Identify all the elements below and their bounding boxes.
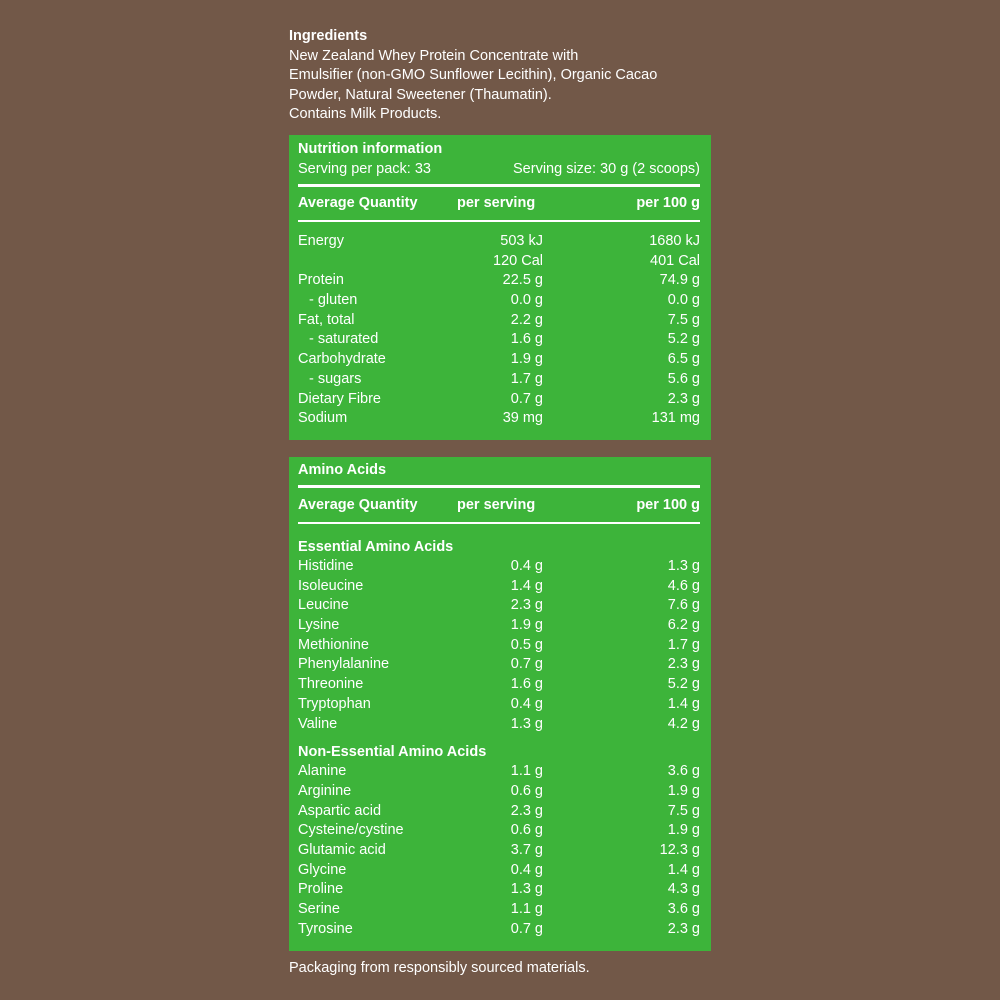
row-per-100g: 6.2 g bbox=[667, 617, 700, 634]
header-per-serving: per serving bbox=[457, 195, 536, 211]
row-per-100g: 1680 kJ bbox=[649, 233, 700, 249]
table-row bbox=[298, 802, 700, 822]
table-row bbox=[298, 821, 700, 841]
row-name: Phenylalanine bbox=[298, 656, 390, 673]
ingredients-section bbox=[289, 27, 719, 125]
row-per-serving: 0.0 g bbox=[510, 292, 543, 309]
table-row bbox=[298, 370, 700, 390]
table-row bbox=[298, 252, 700, 272]
ingredients-line: New Zealand Whey Protein Concentrate with bbox=[289, 47, 579, 64]
table-row bbox=[298, 271, 700, 291]
row-name: Tyrosine bbox=[298, 920, 353, 937]
amino-acids-title: Amino Acids bbox=[298, 462, 387, 478]
essential-amino-acids-title: Essential Amino Acids bbox=[298, 539, 454, 555]
row-per-serving: 1.1 g bbox=[510, 763, 543, 780]
row-name: Arginine bbox=[298, 782, 352, 799]
table-row bbox=[298, 900, 700, 920]
row-per-serving: 2.3 g bbox=[510, 802, 543, 819]
row-name: - saturated bbox=[309, 331, 379, 348]
row-per-100g: 1.4 g bbox=[667, 861, 700, 878]
row-per-serving: 1.4 g bbox=[510, 577, 543, 594]
row-per-serving: 1.7 g bbox=[510, 370, 543, 387]
header-per-100g: per 100 g bbox=[636, 195, 700, 211]
table-row bbox=[298, 636, 700, 656]
row-per-100g: 401 Cal bbox=[650, 252, 700, 269]
row-name: Serine bbox=[298, 901, 340, 917]
row-name: - gluten bbox=[309, 292, 358, 309]
table-row bbox=[298, 655, 700, 675]
row-name: Sodium bbox=[298, 410, 348, 427]
row-name: Isoleucine bbox=[298, 577, 364, 594]
servings-per-pack: Serving per pack: 33 bbox=[298, 161, 431, 177]
row-per-100g: 2.3 g bbox=[667, 920, 700, 937]
table-row bbox=[298, 920, 700, 940]
row-per-100g: 6.5 g bbox=[667, 351, 700, 368]
row-per-100g: 3.6 g bbox=[667, 901, 700, 917]
row-name: Histidine bbox=[298, 558, 354, 574]
packaging-note: Packaging from responsibly sourced materials. bbox=[289, 960, 590, 976]
amino-header-row bbox=[298, 497, 700, 517]
table-row bbox=[298, 762, 700, 782]
row-per-serving: 0.4 g bbox=[510, 695, 543, 712]
ingredients-line: Emulsifier (non-GMO Sunflower Lecithin), Organic Cacao bbox=[289, 67, 658, 83]
table-row bbox=[298, 616, 700, 636]
serving-size: Serving size: 30 g (2 scoops) bbox=[513, 161, 700, 177]
row-per-100g: 1.7 g bbox=[667, 636, 700, 653]
divider bbox=[298, 184, 700, 187]
row-name: Valine bbox=[298, 715, 338, 732]
row-name: Alanine bbox=[298, 763, 347, 780]
nutrition-panel bbox=[289, 135, 711, 440]
row-name: Carbohydrate bbox=[298, 351, 386, 368]
table-row bbox=[298, 409, 700, 429]
table-row bbox=[298, 557, 700, 577]
row-name: Threonine bbox=[298, 676, 364, 693]
row-name: Aspartic acid bbox=[298, 802, 382, 819]
row-per-100g: 4.3 g bbox=[667, 881, 700, 898]
ingredients-title: Ingredients bbox=[289, 28, 368, 44]
row-name: Energy bbox=[298, 233, 344, 249]
row-per-serving: 1.6 g bbox=[510, 676, 543, 693]
row-per-100g: 131 mg bbox=[651, 410, 700, 427]
row-name: - sugars bbox=[309, 370, 362, 387]
divider bbox=[298, 485, 700, 488]
row-per-100g: 1.3 g bbox=[667, 558, 700, 574]
divider bbox=[298, 220, 700, 222]
row-per-serving: 39 mg bbox=[502, 410, 543, 427]
row-per-100g: 4.2 g bbox=[667, 715, 700, 732]
table-row bbox=[298, 841, 700, 861]
header-per-100g: per 100 g bbox=[636, 497, 700, 513]
row-per-serving: 1.9 g bbox=[510, 617, 543, 634]
row-name: Methionine bbox=[298, 636, 369, 653]
essential-amino-acids-list bbox=[298, 557, 700, 734]
serving-info bbox=[298, 161, 700, 177]
row-per-serving: 22.5 g bbox=[502, 272, 543, 289]
row-per-100g: 2.3 g bbox=[667, 656, 700, 673]
row-per-100g: 1.9 g bbox=[667, 822, 700, 839]
row-per-serving: 0.5 g bbox=[510, 636, 543, 653]
table-row bbox=[298, 291, 700, 311]
table-row bbox=[298, 577, 700, 597]
table-row bbox=[298, 880, 700, 900]
non-essential-amino-acids-list bbox=[298, 762, 700, 939]
row-per-100g: 7.6 g bbox=[667, 597, 700, 614]
row-per-serving: 0.4 g bbox=[510, 861, 543, 878]
row-name: Dietary Fibre bbox=[298, 390, 381, 407]
nutrition-title: Nutrition information bbox=[298, 141, 443, 157]
row-per-100g: 74.9 g bbox=[659, 272, 700, 289]
row-per-serving: 1.9 g bbox=[510, 351, 543, 368]
row-name: Proline bbox=[298, 881, 344, 898]
table-row bbox=[298, 596, 700, 616]
row-name: Glutamic acid bbox=[298, 841, 386, 858]
row-per-100g: 3.6 g bbox=[667, 763, 700, 780]
row-per-serving: 1.1 g bbox=[510, 901, 543, 917]
row-per-serving: 2.3 g bbox=[510, 597, 543, 614]
row-per-serving: 0.6 g bbox=[510, 782, 543, 799]
table-row bbox=[298, 350, 700, 370]
row-per-100g: 1.9 g bbox=[667, 782, 700, 799]
row-per-serving: 1.3 g bbox=[510, 715, 543, 732]
table-row bbox=[298, 715, 700, 735]
row-per-serving: 503 kJ bbox=[500, 233, 543, 249]
table-row bbox=[298, 861, 700, 881]
row-per-100g: 2.3 g bbox=[667, 390, 700, 407]
nutrition-header-row bbox=[298, 195, 700, 215]
row-per-100g: 7.5 g bbox=[667, 311, 700, 328]
non-essential-amino-acids-title: Non-Essential Amino Acids bbox=[298, 744, 487, 761]
row-name: Lysine bbox=[298, 617, 340, 634]
row-name: Fat, total bbox=[298, 311, 355, 328]
row-per-serving: 0.7 g bbox=[510, 390, 543, 407]
row-name: Glycine bbox=[298, 861, 347, 878]
row-name: Cysteine/cystine bbox=[298, 822, 404, 839]
table-row bbox=[298, 390, 700, 410]
row-per-serving: 1.6 g bbox=[510, 331, 543, 348]
header-per-serving: per serving bbox=[457, 497, 536, 513]
divider bbox=[298, 522, 700, 524]
row-per-100g: 4.6 g bbox=[667, 577, 700, 594]
header-average-quantity: Average Quantity bbox=[298, 497, 418, 513]
ingredients-line: Powder, Natural Sweetener (Thaumatin). bbox=[289, 86, 552, 103]
table-row bbox=[298, 695, 700, 715]
row-per-serving: 0.6 g bbox=[510, 822, 543, 839]
table-row bbox=[298, 675, 700, 695]
ingredients-line: Contains Milk Products. bbox=[289, 106, 442, 122]
row-per-serving: 0.7 g bbox=[510, 920, 543, 937]
row-name: Tryptophan bbox=[298, 695, 371, 712]
row-per-serving: 0.7 g bbox=[510, 656, 543, 673]
amino-acids-panel bbox=[289, 457, 711, 951]
row-per-serving: 3.7 g bbox=[510, 841, 543, 858]
row-per-100g: 5.6 g bbox=[667, 370, 700, 387]
header-average-quantity: Average Quantity bbox=[298, 195, 418, 211]
row-per-100g: 0.0 g bbox=[667, 292, 700, 309]
row-name: Protein bbox=[298, 272, 344, 289]
table-row bbox=[298, 311, 700, 331]
row-per-serving: 0.4 g bbox=[510, 558, 543, 574]
row-per-100g: 5.2 g bbox=[667, 676, 700, 693]
nutrition-rows bbox=[298, 232, 700, 429]
row-per-100g: 5.2 g bbox=[667, 331, 700, 348]
amino-rows bbox=[298, 537, 700, 939]
table-row bbox=[298, 782, 700, 802]
row-per-100g: 1.4 g bbox=[667, 695, 700, 712]
row-per-serving: 120 Cal bbox=[493, 252, 543, 269]
row-name: Leucine bbox=[298, 597, 349, 614]
row-per-100g: 7.5 g bbox=[667, 802, 700, 819]
table-row bbox=[298, 330, 700, 350]
row-per-serving: 2.2 g bbox=[510, 311, 543, 328]
row-per-100g: 12.3 g bbox=[659, 841, 700, 858]
table-row bbox=[298, 232, 700, 252]
row-per-serving: 1.3 g bbox=[510, 881, 543, 898]
